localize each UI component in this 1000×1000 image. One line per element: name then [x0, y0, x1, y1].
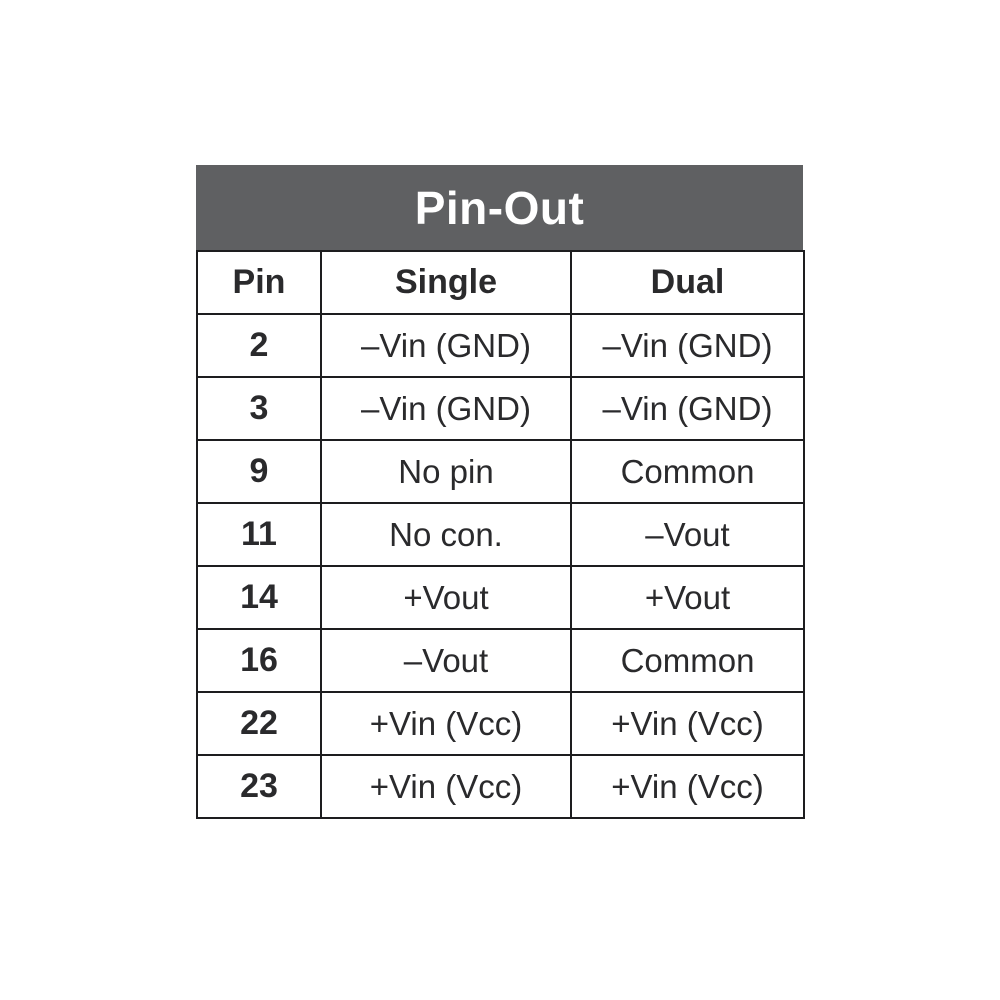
dual-cell: Common: [571, 440, 804, 503]
dual-cell: –Vout: [571, 503, 804, 566]
col-header-pin: Pin: [197, 251, 321, 314]
pin-cell: 9: [197, 440, 321, 503]
table-title-band: [196, 165, 803, 250]
single-cell: +Vin (Vcc): [321, 755, 571, 818]
dual-cell: +Vin (Vcc): [571, 755, 804, 818]
col-header-single: Single: [321, 251, 571, 314]
pin-cell: 11: [197, 503, 321, 566]
dual-cell: +Vout: [571, 566, 804, 629]
pin-cell: 22: [197, 692, 321, 755]
table-row: [197, 755, 804, 818]
dual-cell: –Vin (GND): [571, 314, 804, 377]
pinout-table: [196, 165, 803, 819]
dual-cell: Common: [571, 629, 804, 692]
pin-cell: 16: [197, 629, 321, 692]
pin-cell: 23: [197, 755, 321, 818]
dual-cell: +Vin (Vcc): [571, 692, 804, 755]
single-cell: +Vin (Vcc): [321, 692, 571, 755]
pin-cell: 14: [197, 566, 321, 629]
table-row: [197, 314, 804, 377]
single-cell: –Vout: [321, 629, 571, 692]
dual-cell: –Vin (GND): [571, 377, 804, 440]
pin-cell: 2: [197, 314, 321, 377]
single-cell: No con.: [321, 503, 571, 566]
single-cell: +Vout: [321, 566, 571, 629]
table-row: [197, 629, 804, 692]
table-row: [197, 692, 804, 755]
single-cell: –Vin (GND): [321, 314, 571, 377]
table-row: [197, 566, 804, 629]
single-cell: –Vin (GND): [321, 377, 571, 440]
table-title: Pin-Out: [414, 181, 585, 234]
col-header-dual: Dual: [571, 251, 804, 314]
pin-cell: 3: [197, 377, 321, 440]
table-row: [197, 440, 804, 503]
header-row: [197, 251, 804, 314]
single-cell: No pin: [321, 440, 571, 503]
table-row: [197, 503, 804, 566]
pinout-grid: [196, 250, 805, 819]
table-row: [197, 377, 804, 440]
